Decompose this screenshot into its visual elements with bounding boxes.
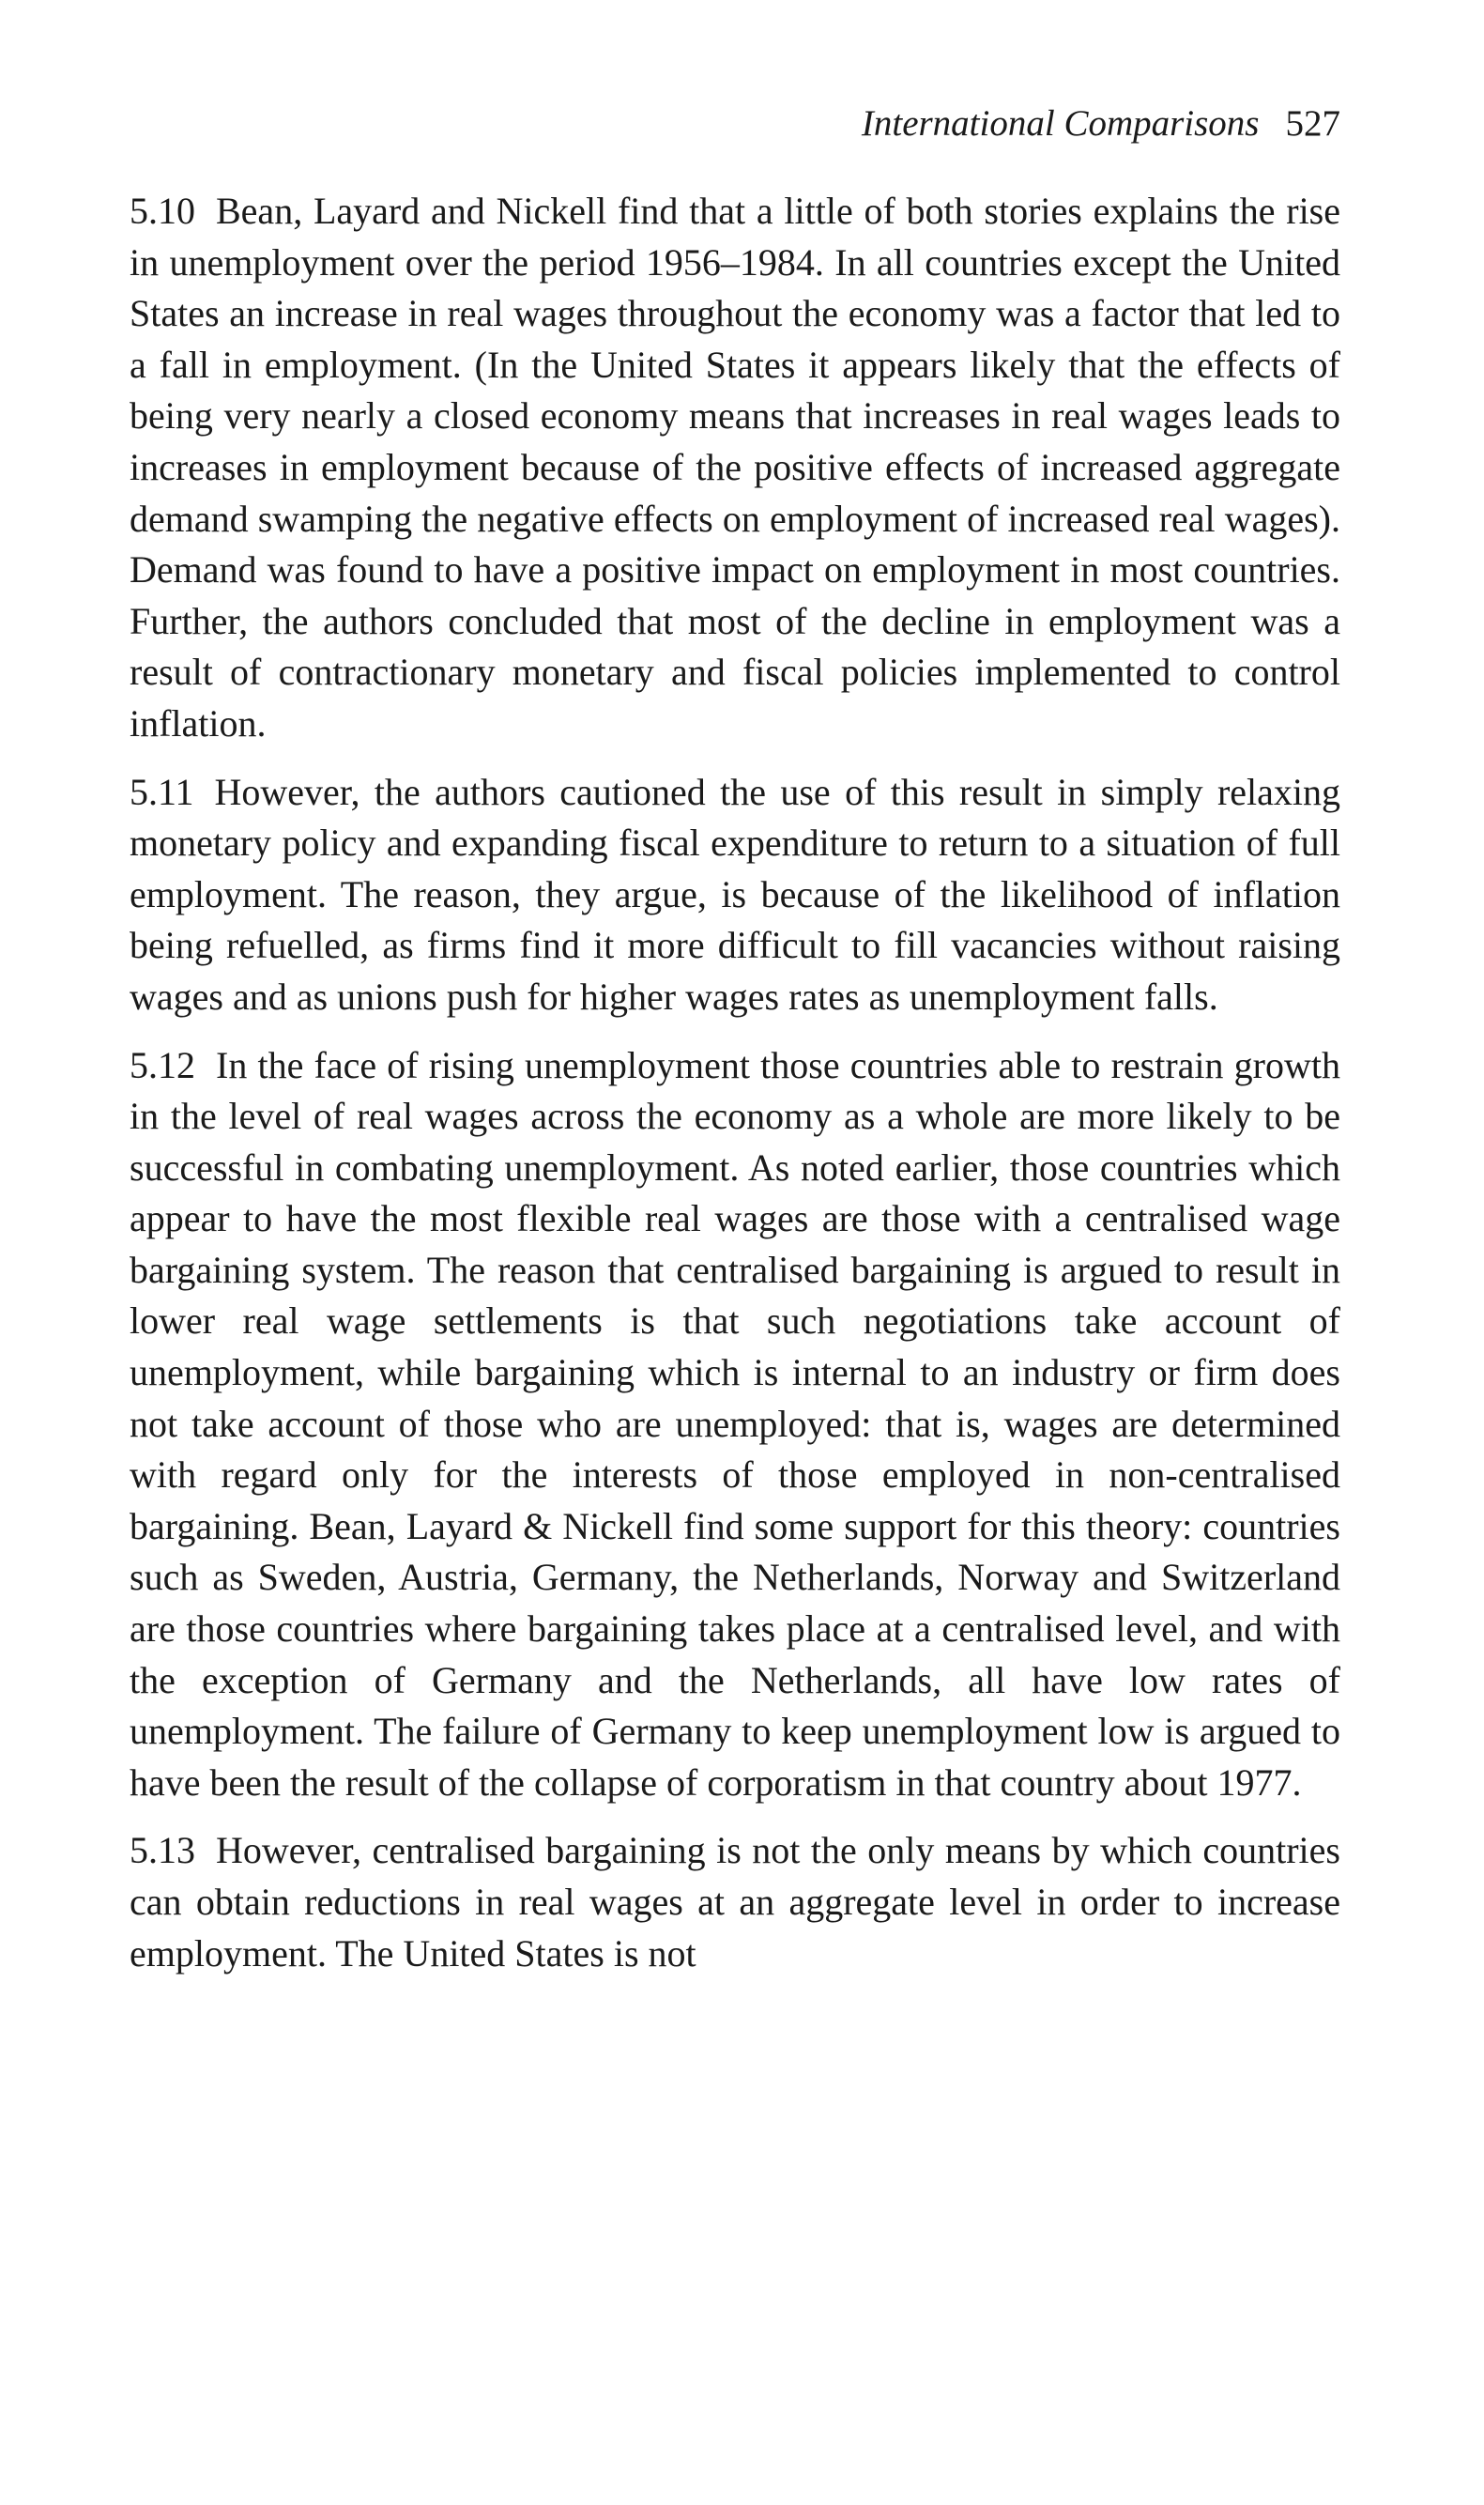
paragraph-number: 5.13 xyxy=(130,1829,195,1872)
paragraph-number: 5.12 xyxy=(130,1043,195,1086)
paragraph-5-10 xyxy=(130,186,1340,750)
paragraph-text: However, the authors cautioned the use of this result in simply relaxing monetary policy and expanding fiscal expenditure to return to a situation of full employment. The reason, they argue, is because of the likelihood of inflation being refuelled, as firms find it more difficult to fill vacancies without raising wages and as unions push for higher wages rates as unemployment falls. xyxy=(130,770,1340,1018)
paragraph-5-11 xyxy=(130,767,1340,1023)
page-number: 527 xyxy=(1285,103,1340,144)
body-text xyxy=(130,186,1340,1996)
paragraph-number: 5.11 xyxy=(130,770,194,813)
book-page xyxy=(130,101,1340,2392)
running-head xyxy=(862,101,1340,146)
paragraph-text: In the face of rising unemployment those countries able to restrain growth in the level of real wages across the economy as a whole are more likely to be successful in combating unemployment. As noted earlier, those countries which appear to have the most flexible real wages are those with a centralised wage bargaining system. The reason that centralised bargaining is argued to result in lower real wage settlements is that such negotiations take account of unemployment, while bargaining which is internal to an industry or firm does not take account of those who are unemployed: that is, wages are determined with regard only for the interests of those employed in non-centralised bargaining. Bean, Layard & Nickell find some support for this theory: countries such as Sweden, Austria, Germany, the Netherlands, Norway and Switzerland are those countries where bargaining takes place at a centralised level, and with the exception of Germany and the Netherlands, all have low rates of unemployment. The failure of Germany to keep unemployment low is argued to have been the result of the collapse of corporatism in that country about 1977. xyxy=(130,1043,1340,1804)
paragraph-text: Bean, Layard and Nickell find that a little of both stories explains the rise in unemployment over the period 1956–1984. In all countries except the United States an increase in real wages throughout the economy was a factor that led to a fall in employment. (In the United States it appears likely that the effects of being very nearly a closed economy means that increases in real wages leads to increases in employment because of the positive effects of increased aggregate demand swamping the negative effects on employment of increased real wages). Demand was found to have a positive impact on employment in most countries. Further, the authors concluded that most of the decline in employment was a result of contractionary monetary and fiscal policies implemented to control inflation. xyxy=(130,190,1340,745)
paragraph-number: 5.10 xyxy=(130,190,195,232)
running-head-title: International Comparisons xyxy=(861,103,1260,144)
paragraph-5-13 xyxy=(130,1825,1340,1979)
paragraph-text: However, centralised bargaining is not the only means by which countries can obtain reductions in real wages at an aggregate level in order to increase employment. The United States is not xyxy=(130,1829,1340,1975)
paragraph-5-12 xyxy=(130,1040,1340,1809)
